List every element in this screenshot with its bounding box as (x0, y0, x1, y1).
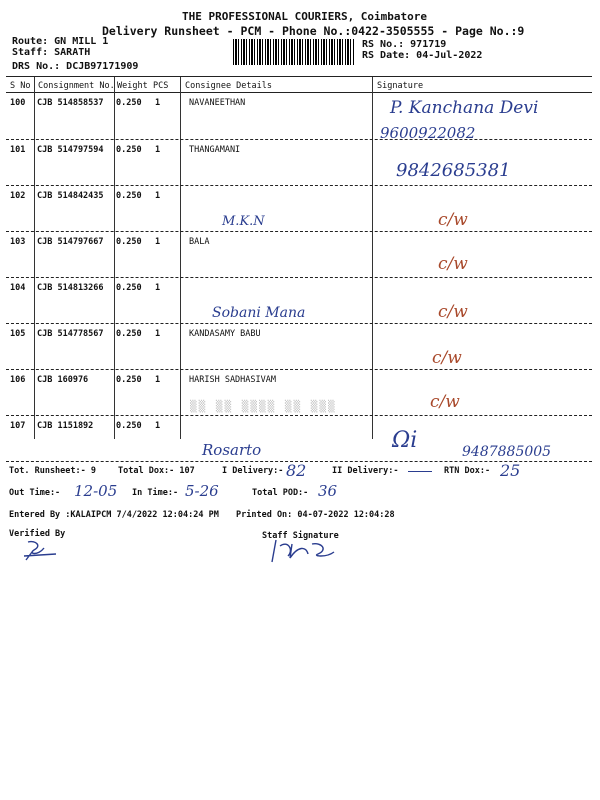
row-consignment: CJB 514797667 (37, 237, 104, 247)
col-header-weight: Weight (117, 81, 148, 91)
route-label: Route: GN MILL 1 (12, 36, 109, 47)
total-pod-value: 36 (318, 482, 338, 500)
row-pcs: 1 (155, 145, 161, 155)
col-header-pcs: PCS (153, 81, 169, 91)
rtn-dox-value: 25 (500, 461, 521, 480)
row-handwritten-name: M.K.N (222, 214, 265, 229)
faded-stamp: ▒▒ ▒▒ ▒▒▒▒ ▒▒ ▒▒▒ (190, 400, 337, 413)
signature-mark: Ωi (392, 428, 418, 453)
ii-delivery-dash (408, 471, 432, 472)
row-divider (6, 369, 592, 370)
row-sno: 101 (10, 145, 26, 155)
row-sno: 107 (10, 421, 26, 431)
column-divider (372, 77, 373, 439)
barcode (233, 39, 355, 65)
row-divider (6, 185, 592, 186)
col-header-signature: Signature (377, 81, 424, 91)
total-runsheet: Tot. Runsheet:- 9 (9, 466, 96, 476)
row-weight: 0.250 (116, 145, 142, 155)
in-time-label: In Time:- (132, 488, 179, 498)
staff-signature-mark (268, 536, 340, 566)
row-handwritten-name: Rosarto (202, 441, 262, 459)
row-divider (6, 231, 592, 232)
i-delivery-value: 82 (286, 461, 307, 480)
rtn-dox-label: RTN Dox:- (444, 466, 491, 476)
row-weight: 0.250 (116, 283, 142, 293)
table-top-rule (6, 76, 592, 77)
row-consignee: HARISH SADHASIVAM (189, 375, 276, 385)
printed-on: Printed On: 04-07-2022 12:04:28 (236, 510, 395, 520)
row-weight: 0.250 (116, 421, 142, 431)
row-signature-name: P. Kanchana Devi (390, 98, 539, 118)
row-pcs: 1 (155, 283, 161, 293)
col-header-consignee: Consignee Details (185, 81, 272, 91)
row-consignment: CJB 514797594 (37, 145, 104, 155)
row-handwritten-name: Sobani Mana (212, 305, 306, 321)
row-consignment: CJB 160976 (37, 375, 89, 385)
out-time-label: Out Time:- (9, 488, 61, 498)
column-divider (180, 77, 181, 439)
row-sno: 106 (10, 375, 26, 385)
col-header-sno: S No (10, 81, 31, 91)
row-weight: 0.250 (116, 237, 142, 247)
total-dox: Total Dox:- 107 (118, 466, 195, 476)
row-weight: 0.250 (116, 98, 142, 108)
row-sno: 103 (10, 237, 26, 247)
verified-by-label: Verified By (9, 529, 66, 539)
row-divider (6, 277, 592, 278)
row-consignee: THANGAMANI (189, 145, 241, 155)
row-consignment: CJB 1151892 (37, 421, 94, 431)
rs-number: RS No.: 971719 (362, 39, 447, 50)
table-header-rule (6, 92, 592, 93)
total-pod-label: Total POD:- (252, 488, 309, 498)
staff-signature-label: Staff Signature (262, 531, 339, 541)
row-divider (6, 323, 592, 324)
row-pcs: 1 (155, 191, 161, 201)
rs-date: RS Date: 04-Jul-2022 (362, 50, 483, 61)
company-title: THE PROFESSIONAL COURIERS, Coimbatore (182, 10, 428, 23)
row-weight: 0.250 (116, 329, 142, 339)
row-sno: 105 (10, 329, 26, 339)
row-consignment: CJB 514842435 (37, 191, 104, 201)
staff-label: Staff: SARATH (12, 47, 91, 58)
verified-by-signature (22, 538, 62, 562)
i-delivery-label: I Delivery:- (222, 466, 284, 476)
drs-number: DRS No.: DCJB97171909 (12, 61, 139, 72)
col-header-consignment: Consignment No. (38, 81, 115, 91)
column-divider (34, 77, 35, 439)
row-sno: 104 (10, 283, 26, 293)
entered-by: Entered By :KALAIPCM 7/4/2022 12:04:24 PM (9, 510, 219, 520)
row-consignment: CJB 514858537 (37, 98, 104, 108)
row-weight: 0.250 (116, 191, 142, 201)
row-status: c/w (430, 392, 460, 412)
row-signature-phone: 9600922082 (380, 124, 476, 142)
row-status: c/w (438, 302, 468, 322)
row-consignment: CJB 514778567 (37, 329, 104, 339)
row-pcs: 1 (155, 329, 161, 339)
row-pcs: 1 (155, 375, 161, 385)
row-status: c/w (438, 210, 468, 230)
column-divider (114, 77, 115, 439)
row-sno: 100 (10, 98, 26, 108)
row-sno: 102 (10, 191, 26, 201)
runsheet-subtitle: Delivery Runsheet - PCM - Phone No.:0422-3505555 - Page No.:9 (102, 24, 525, 38)
row-divider (6, 139, 592, 140)
in-time-value: 5-26 (185, 482, 219, 500)
out-time-value: 12-05 (74, 482, 118, 500)
row-consignee: KANDASAMY BABU (189, 329, 261, 339)
row-consignment: CJB 514813266 (37, 283, 104, 293)
row-status: c/w (438, 254, 468, 274)
row-signature-phone: 9487885005 (462, 444, 552, 460)
row-consignee: NAVANEETHAN (189, 98, 246, 108)
row-signature-name: 9842685381 (396, 160, 511, 181)
row-pcs: 1 (155, 98, 161, 108)
row-divider (6, 415, 592, 416)
row-pcs: 1 (155, 421, 161, 431)
row-weight: 0.250 (116, 375, 142, 385)
row-pcs: 1 (155, 237, 161, 247)
ii-delivery-label: II Delivery:- (332, 466, 399, 476)
row-status: c/w (432, 348, 462, 368)
row-consignee: BALA (189, 237, 210, 247)
